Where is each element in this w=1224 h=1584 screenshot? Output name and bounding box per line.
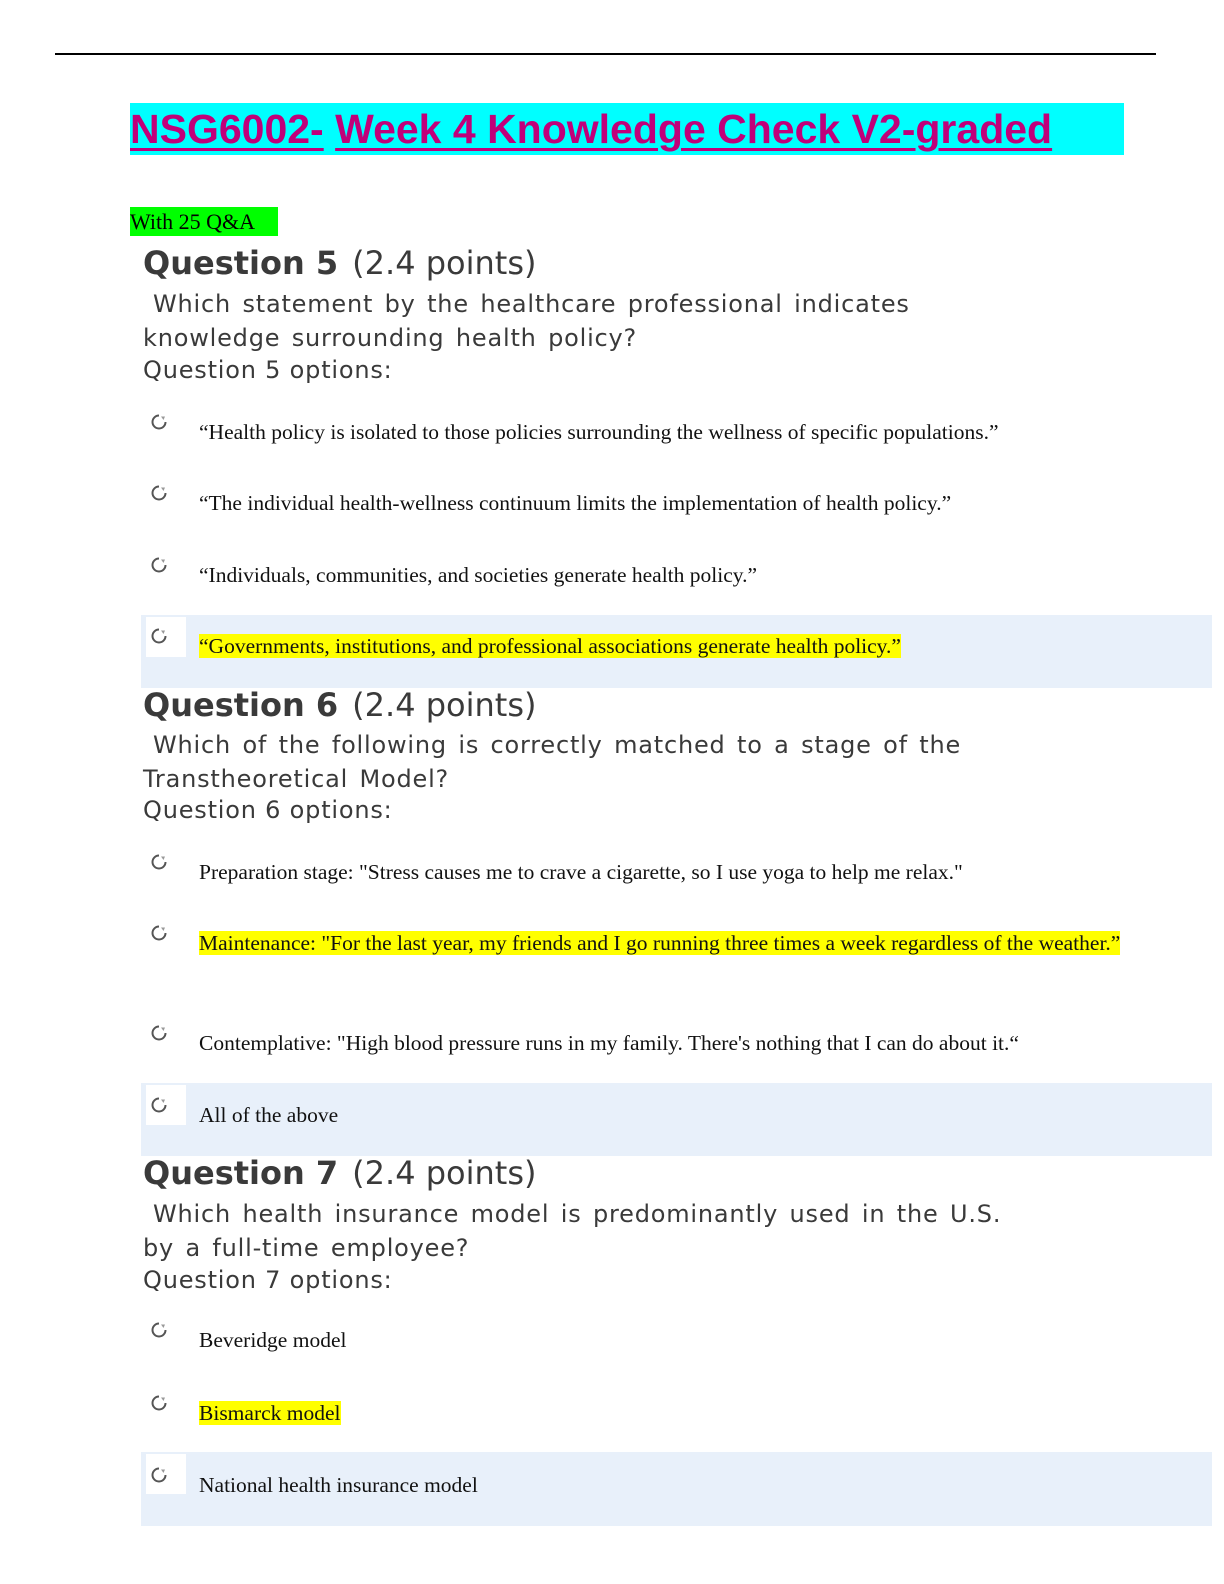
question-heading — [143, 1154, 536, 1192]
radio-icon[interactable] — [149, 852, 169, 872]
question-points: (2.4 points) — [352, 686, 537, 724]
radio-icon[interactable] — [149, 1095, 169, 1115]
option-text: All of the above — [199, 1103, 339, 1127]
options-label: Question 7 options: — [143, 1266, 393, 1294]
qa-count-tag: With 25 Q&A — [130, 207, 278, 236]
question-text: Which of the following is correctly matched to a stage of the Transtheoretical Model? — [143, 731, 962, 793]
radio-icon[interactable] — [149, 626, 169, 646]
header-rule — [55, 53, 1156, 55]
option-text-correct — [199, 632, 1129, 660]
radio-icon[interactable] — [149, 483, 169, 503]
radio-icon[interactable] — [149, 1393, 169, 1413]
radio-icon[interactable] — [149, 1320, 169, 1340]
question-heading — [143, 244, 536, 282]
highlighted-answer: Bismarck model — [199, 1401, 341, 1425]
radio-icon[interactable] — [149, 555, 169, 575]
question-points: (2.4 points) — [352, 244, 537, 282]
question-text: Which health insurance model is predominantly used in the U.S. by a full-time employee? — [143, 1200, 1002, 1262]
options-label: Question 5 options: — [143, 356, 393, 384]
question-label: Question 5 — [143, 244, 339, 282]
radio-icon[interactable] — [149, 1023, 169, 1043]
option-text: Preparation stage: "Stress causes me to crave a cigarette, so I use yoga to help me relax." — [199, 860, 963, 884]
option-text-correct — [199, 929, 1129, 957]
question-heading — [143, 686, 536, 724]
radio-icon[interactable] — [149, 923, 169, 943]
option-text-correct — [199, 1399, 1129, 1427]
question-points: (2.4 points) — [352, 1154, 537, 1192]
highlighted-answer: “Governments, institutions, and professional associations generate health policy.” — [199, 634, 901, 658]
document-title — [130, 103, 1124, 155]
question-label: Question 6 — [143, 686, 339, 724]
title-text: Week 4 Knowledge Check V2-graded — [335, 106, 1053, 152]
question-text: Which statement by the healthcare professional indicates knowledge surrounding health policy? — [143, 290, 910, 352]
option-text: “Health policy is isolated to those policies surrounding the wellness of specific populations.” — [199, 420, 999, 444]
option-text: “The individual health-wellness continuum limits the implementation of health policy.” — [199, 491, 952, 515]
option-text: Beveridge model — [199, 1328, 347, 1352]
option-text: “Individuals, communities, and societies generate health policy.” — [199, 563, 758, 587]
option-text: National health insurance model — [199, 1473, 478, 1497]
question-label: Question 7 — [143, 1154, 339, 1192]
title-code: NSG6002- — [130, 106, 324, 152]
option-text: Contemplative: "High blood pressure runs in my family. There's nothing that I can do about it.“ — [199, 1031, 1019, 1055]
radio-icon[interactable] — [149, 412, 169, 432]
radio-icon[interactable] — [149, 1465, 169, 1485]
options-label: Question 6 options: — [143, 796, 393, 824]
highlighted-answer: Maintenance: "For the last year, my friends and I go running three times a week regardless of the weather.” — [199, 931, 1121, 955]
